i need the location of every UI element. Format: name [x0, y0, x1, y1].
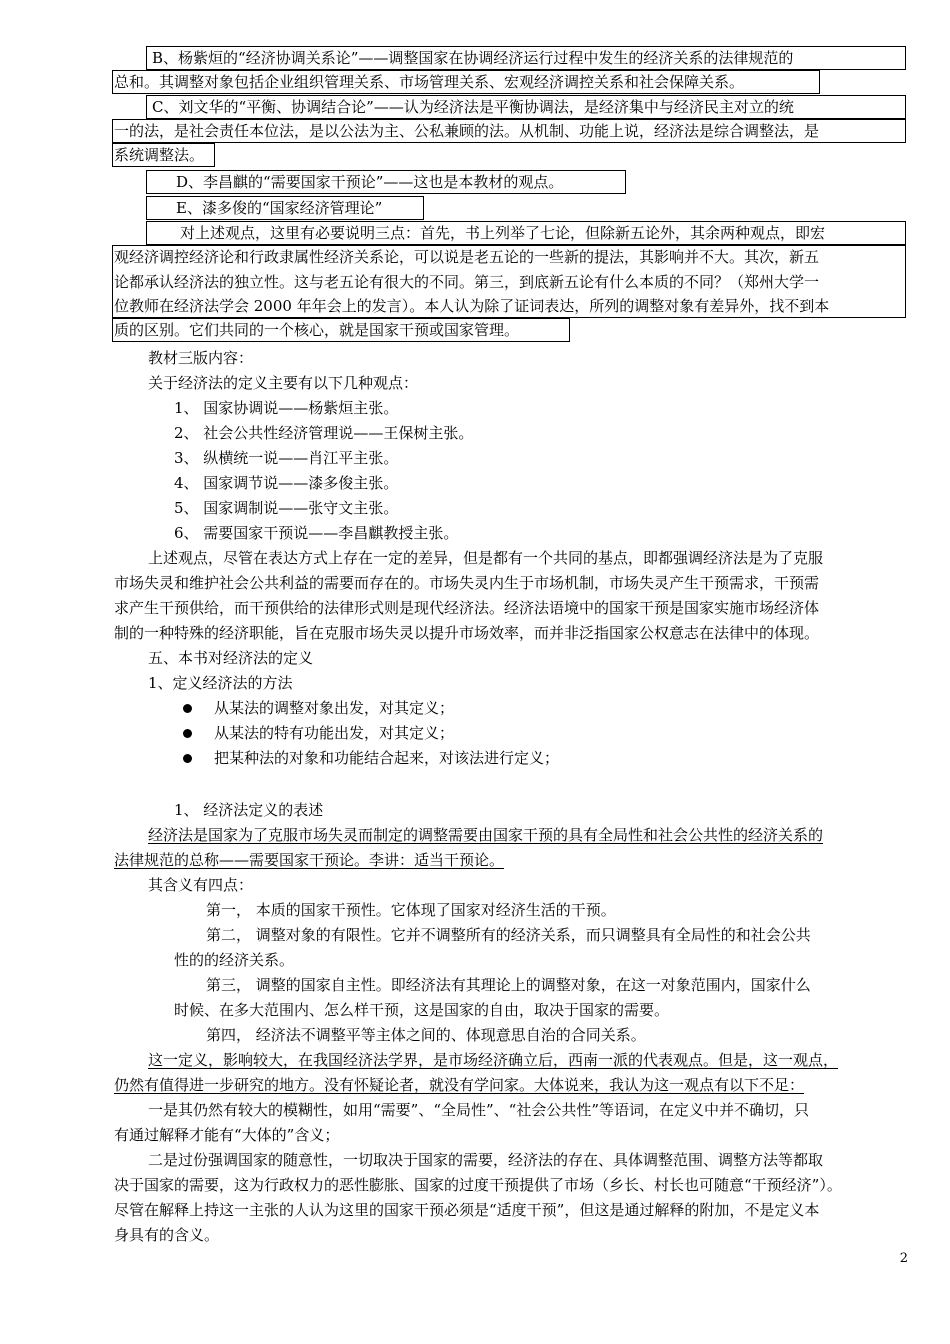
text-line: 决于国家的需要，这为行政权力的恶性膨胀、国家的过度干预提供了市场（乡长、村长也可随意“干预经济”）。	[114, 1176, 842, 1194]
list-item: 4、 国家调节说——漆多俊主张。	[174, 474, 399, 492]
text-line: 有通过解释才能有“大体的”含义；	[114, 1126, 340, 1144]
list-item: 1、 国家协调说——杨紫烜主张。	[174, 399, 399, 417]
text-line: 观经济调控经济论和行政隶属性经济关系论，可以说是老五论的一些新的提法，其影响并不大。其次，新五	[114, 248, 820, 266]
meaning-item: 第一， 本质的国家干预性。它体现了国家对经济生活的干预。	[206, 901, 616, 919]
list-item: 6、 需要国家干预说——李昌麒教授主张。	[174, 524, 459, 542]
text-line: 上述观点，尽管在表达方式上存在一定的差异，但是都有一个共同的基点，即都强调经济法是为了克服	[148, 549, 824, 567]
text-line: 关于经济法的定义主要有以下几种观点：	[148, 374, 419, 392]
list-item: 3、 纵横统一说——肖江平主张。	[174, 449, 399, 467]
critique-text: 仍然有值得进一步研究的地方。没有怀疑论者，就没有学问家。大体说来，我认为这一观点有以下不足：	[114, 1076, 805, 1094]
text-line: E、漆多俊的“国家经济管理论”	[176, 199, 383, 217]
definition-text: 经济法是国家为了克服市场失灵而制定的调整需要由国家干预的具有全局性和社会公共性的经济关系的	[148, 826, 824, 844]
meaning-item: 第四， 经济法不调整平等主体之间的、体现意思自治的合同关系。	[206, 1026, 646, 1044]
text-line: 对上述观点，这里有必要说明三点：首先，书上列举了七论，但除新五论外，其余两种观点，即宏	[180, 224, 826, 242]
list-item: 2、 社会公共性经济管理说——王保树主张。	[174, 424, 474, 442]
text-line: 身具有的含义。	[114, 1226, 220, 1244]
text-line: 一的法，是社会责任本位法，是以公法为主、公私兼顾的法。从机制、功能上说，经济法是综合调整法，是	[114, 122, 820, 140]
meaning-item: 第三， 调整的国家自主性。即经济法有其理论上的调整对象，在这一对象范围内，国家什么	[206, 976, 811, 994]
text-line: 其含义有四点：	[148, 876, 254, 894]
bullet-icon	[183, 754, 192, 763]
text-line: 二是过份强调国家的随意性，一切取决于国家的需要，经济法的存在、具体调整范围、调整方法等都取	[148, 1151, 824, 1169]
text-line: 位教师在经济法学会 2000 年年会上的发言）。本人认为除了证词表达，所列的调整对象有差异外，找不到本	[114, 297, 830, 315]
text-line: 制的一种特殊的经济职能，旨在克服市场失灵以提升市场效率，而并非泛指国家公权意志在法律中的体现。	[114, 624, 820, 642]
bullet-icon	[183, 729, 192, 738]
text-line: 系统调整法。	[114, 146, 205, 164]
bullet-icon	[183, 704, 192, 713]
text-line: 质的区别。它们共同的一个核心，就是国家干预或国家管理。	[114, 321, 520, 339]
bullet-item: 从某法的调整对象出发，对其定义；	[214, 699, 455, 717]
text-line: 市场失灵和维护社会公共利益的需要而存在的。市场失灵内生于市场机制，市场失灵产生干预需求，干预需	[114, 574, 820, 592]
definition-text: 法律规范的总称——需要国家干预论。李讲：适当干预论。	[114, 851, 505, 869]
text-line: B、杨紫烜的“经济协调关系论”——调整国家在协调经济运行过程中发生的经济关系的法律规范的	[152, 49, 794, 67]
bullet-item: 把某种法的对象和功能结合起来，对该法进行定义；	[214, 749, 560, 767]
text-line: 一是其仍然有较大的模糊性，如用“需要”、“全局性”、“社会公共性”等语词，在定义中并不确切，只	[148, 1101, 810, 1119]
text-line: 论都承认经济法的独立性。这与老五论有很大的不同。第三，到底新五论有什么本质的不同？（郑州大学一	[114, 273, 820, 291]
page-number: 2	[899, 1251, 908, 1266]
list-item: 5、 国家调制说——张守文主张。	[174, 499, 399, 517]
text-line: 教材三版内容：	[148, 349, 254, 367]
text-line: 时候、在多大范围内、怎么样干预，这是国家的自由，取决于国家的需要。	[174, 1001, 670, 1019]
subsection-heading: 1、 经济法定义的表述	[174, 801, 324, 819]
subsection-heading: 1、定义经济法的方法	[148, 674, 293, 692]
text-line: 尽管在解释上持这一主张的人认为这里的国家干预必须是“适度干预”，但这是通过解释的附加，不是定义本	[114, 1201, 820, 1219]
text-line: C、刘文华的“平衡、协调结合论”——认为经济法是平衡协调法，是经济集中与经济民主对立的统	[152, 98, 794, 116]
section-heading: 五、本书对经济法的定义	[148, 649, 314, 667]
text-line: 性的的经济关系。	[174, 951, 295, 969]
meaning-item: 第二， 调整对象的有限性。它并不调整所有的经济关系，而只调整具有全局性的和社会公共	[206, 926, 811, 944]
bullet-item: 从某法的特有功能出发，对其定义；	[214, 724, 455, 742]
text-line: 求产生干预供给，而干预供给的法律形式则是现代经济法。经济法语境中的国家干预是国家实施市场经济体	[114, 599, 820, 617]
text-line: 总和。其调整对象包括企业组织管理关系、市场管理关系、宏观经济调控关系和社会保障关系。	[114, 73, 745, 91]
critique-text: 这一定义，影响较大，在我国经济法学界，是市场经济确立后，西南一派的代表观点。但是，这一观点，	[148, 1051, 839, 1069]
text-line: D、李昌麒的“需要国家干预论”——这也是本教材的观点。	[176, 173, 564, 191]
